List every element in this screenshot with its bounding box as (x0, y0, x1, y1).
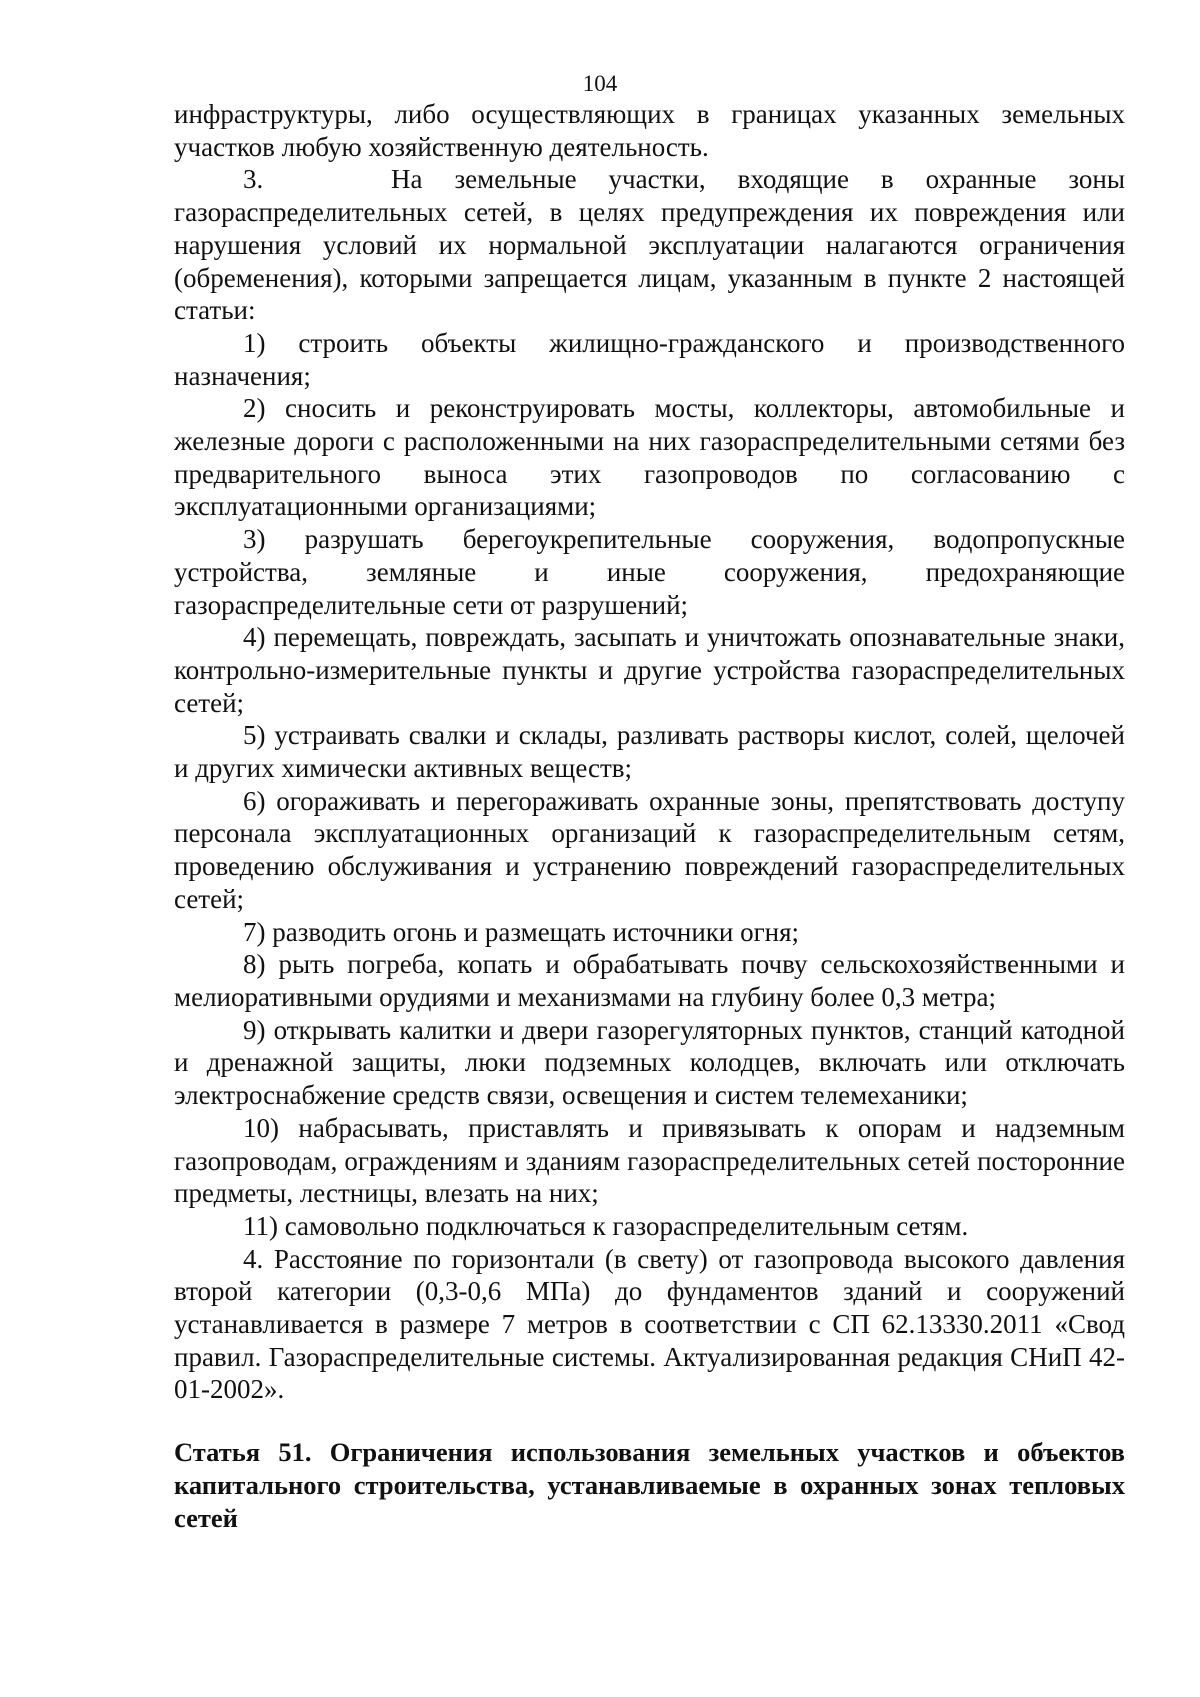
list-item-10: 10) набрасывать, приставлять и привязывать к опорам и надземным газопроводам, ограждениям и зданиям газораспределительных сетей посторонние предметы, лестницы, влезать на них; (174, 1112, 1125, 1209)
list-item-3: 3) разрушать берегоукрепительные сооружения, водопропускные устройства, земляные и иные сооружения, предохраняющие газораспределительные сети от разрушений; (174, 524, 1125, 620)
page-number: 104 (582, 71, 618, 96)
list-item-1: 1) строить объекты жилищно-гражданского и производственного назначения; (174, 327, 1125, 391)
paragraph-continuation: инфраструктуры, либо осуществляющих в границах указанных земельных участков любую хозяйственную деятельность. (174, 99, 1125, 162)
list-item-6: 6) огораживать и перегораживать охранные зоны, препятствовать доступу персонала эксплуатационных организаций к газораспределительным сетям, проведению обслуживания и устранению повреждений газораспределительных сетей; (174, 785, 1125, 914)
paragraph-item-4: 4. Расстояние по горизонтали (в свету) от газопровода высокого давления второй категории (0,3-0,6 МПа) до фундаментов зданий и сооружений устанавливается в размере 7 метров в соответствии с СП 62.13330.2011 «Свод правил. Газораспределительные системы. Актуализированная редакция СНиП 42-01-2002». (174, 1243, 1125, 1405)
list-item-8: 8) рыть погреба, копать и обрабатывать почву сельскохозяйственными и мелиоративными орудиями и механизмами на глубину более 0,3 метра; (174, 949, 1125, 1012)
list-item-11: 11) самовольно подключаться к газораспределительным сетям. (243, 1210, 969, 1241)
list-item-9: 9) открывать калитки и двери газорегуляторных пунктов, станций катодной и дренажной защиты, люки подземных колодцев, включать или отключать электроснабжение средств связи, освещения и систем телемеханики; (174, 1014, 1125, 1111)
list-item-5: 5) устраивать свалки и склады, разливать растворы кислот, солей, щелочей и других химически активных веществ; (174, 720, 1125, 784)
list-item-7: 7) разводить огонь и размещать источники огня; (243, 916, 800, 947)
article-heading: Статья 51. Ограничения использования земельных участков и объектов капитального строительства, устанавливаемые в охранных зонах тепловых сетей (174, 1437, 1125, 1533)
paragraph-item-3: 3. На земельные участки, входящие в охранные зоны газораспределительных сетей, в целях предупреждения их повреждения или нарушения условий их нормальной эксплуатации налагаются ограничения (обременения), которыми запрещается лицам, указанным в пункте 2 настоящей статьи: (174, 164, 1125, 326)
document-body (174, 98, 1125, 1534)
list-item-2: 2) сносить и реконструировать мосты, коллекторы, автомобильные и железные дороги с расположенными на них газораспределительными сетями без предварительного выноса этих газопроводов по согласованию с эксплуатационными организациями; (174, 393, 1125, 522)
list-item-4: 4) перемещать, повреждать, засыпать и уничтожать опознавательные знаки, контрольно-измерительные пункты и другие устройства газораспределительных сетей; (174, 622, 1125, 718)
